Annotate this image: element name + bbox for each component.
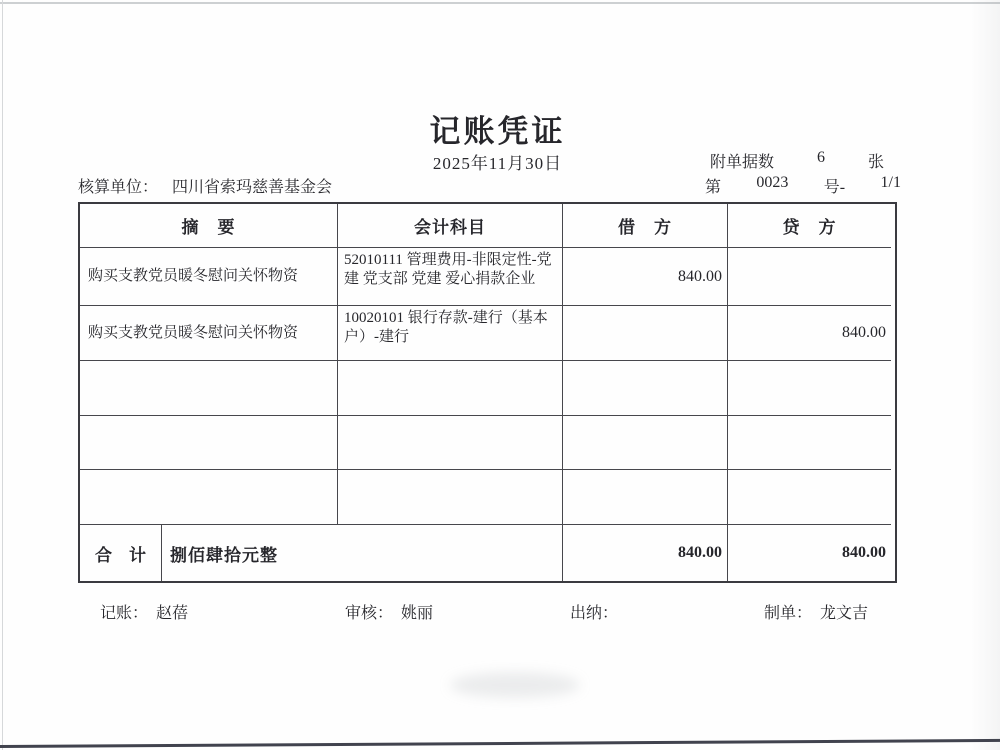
account-cell: 52010111 管理费用-非限定性-党建 党支部 党建 爱心捐款企业 xyxy=(338,248,563,306)
cashier-label: 出纳： xyxy=(570,605,619,622)
credit-cell xyxy=(728,248,891,306)
account-cell xyxy=(338,416,563,470)
header-credit: 贷 方 xyxy=(728,204,891,248)
accounting-unit-label: 核算单位： xyxy=(78,179,159,196)
credit-cell: 840.00 xyxy=(728,306,891,361)
debit-cell xyxy=(563,361,728,416)
scan-ghost-smudge xyxy=(450,672,580,698)
voucher-title: 记账凭证 xyxy=(429,114,566,149)
table-row xyxy=(80,470,895,525)
header-account: 会计科目 xyxy=(338,204,563,248)
signature-bookkeeper xyxy=(100,600,188,623)
table-header-row xyxy=(80,204,895,248)
credit-cell xyxy=(728,416,891,470)
signature-reviewer xyxy=(345,600,433,623)
debit-cell xyxy=(563,470,728,525)
reviewer-label: 审核： xyxy=(345,605,394,622)
summary-cell xyxy=(80,361,338,416)
summary-cell: 购买支教党员暖冬慰问关怀物资 xyxy=(80,248,338,306)
table-total-row xyxy=(80,525,895,581)
preparer-label: 制单： xyxy=(764,605,813,622)
signature-cashier xyxy=(570,600,626,623)
total-label: 合 计 xyxy=(80,525,162,581)
table-row xyxy=(80,248,895,306)
account-cell: 10020101 银行存款-建行（基本户）-建行 xyxy=(338,306,563,361)
attachment-unit: 张 xyxy=(867,154,884,171)
voucher-number xyxy=(705,174,901,197)
table-row xyxy=(80,361,895,416)
table-row xyxy=(80,416,895,470)
total-amount-in-words: 捌佰肆拾元整 xyxy=(162,525,563,581)
signature-preparer xyxy=(764,600,868,623)
bookkeeper-label: 记账： xyxy=(100,605,149,622)
total-credit: 840.00 xyxy=(842,544,886,561)
debit-cell xyxy=(563,416,728,470)
debit-cell xyxy=(563,306,728,361)
scan-edge-bottom xyxy=(0,739,1000,748)
summary-cell: 购买支教党员暖冬慰问关怀物资 xyxy=(80,306,338,361)
scan-edge-right-shade xyxy=(970,0,1000,750)
preparer-name: 龙文吉 xyxy=(820,605,869,622)
accounting-unit-name: 四川省索玛慈善基金会 xyxy=(172,179,333,196)
voucher-page-number: 1/1 xyxy=(880,174,901,191)
account-cell xyxy=(338,361,563,416)
voucher-date: 2025年11月30日 xyxy=(432,154,563,173)
voucher-table xyxy=(78,202,897,583)
total-debit: 840.00 xyxy=(563,525,728,581)
header-debit: 借 方 xyxy=(563,204,728,248)
attachment-info xyxy=(710,149,884,172)
summary-cell xyxy=(80,416,338,470)
summary-cell xyxy=(80,470,338,525)
signature-line xyxy=(78,600,893,624)
attachment-label: 附单据数 xyxy=(710,154,775,171)
scan-edge-left xyxy=(2,0,3,750)
voucher-number-value: 0023 xyxy=(756,174,789,191)
credit-cell xyxy=(728,361,891,416)
bookkeeper-name: 赵蓓 xyxy=(156,605,189,622)
attachment-count: 6 xyxy=(817,149,825,166)
header-summary: 摘 要 xyxy=(80,204,338,248)
table-row xyxy=(80,306,895,361)
accounting-unit xyxy=(78,174,332,197)
scan-edge-top xyxy=(0,2,1000,4)
account-cell xyxy=(338,470,563,525)
voucher-number-suffix: 号- xyxy=(823,179,846,196)
reviewer-name: 姚丽 xyxy=(401,605,434,622)
credit-cell xyxy=(728,470,891,525)
debit-cell: 840.00 xyxy=(563,248,728,306)
voucher-number-prefix: 第 xyxy=(705,179,722,196)
